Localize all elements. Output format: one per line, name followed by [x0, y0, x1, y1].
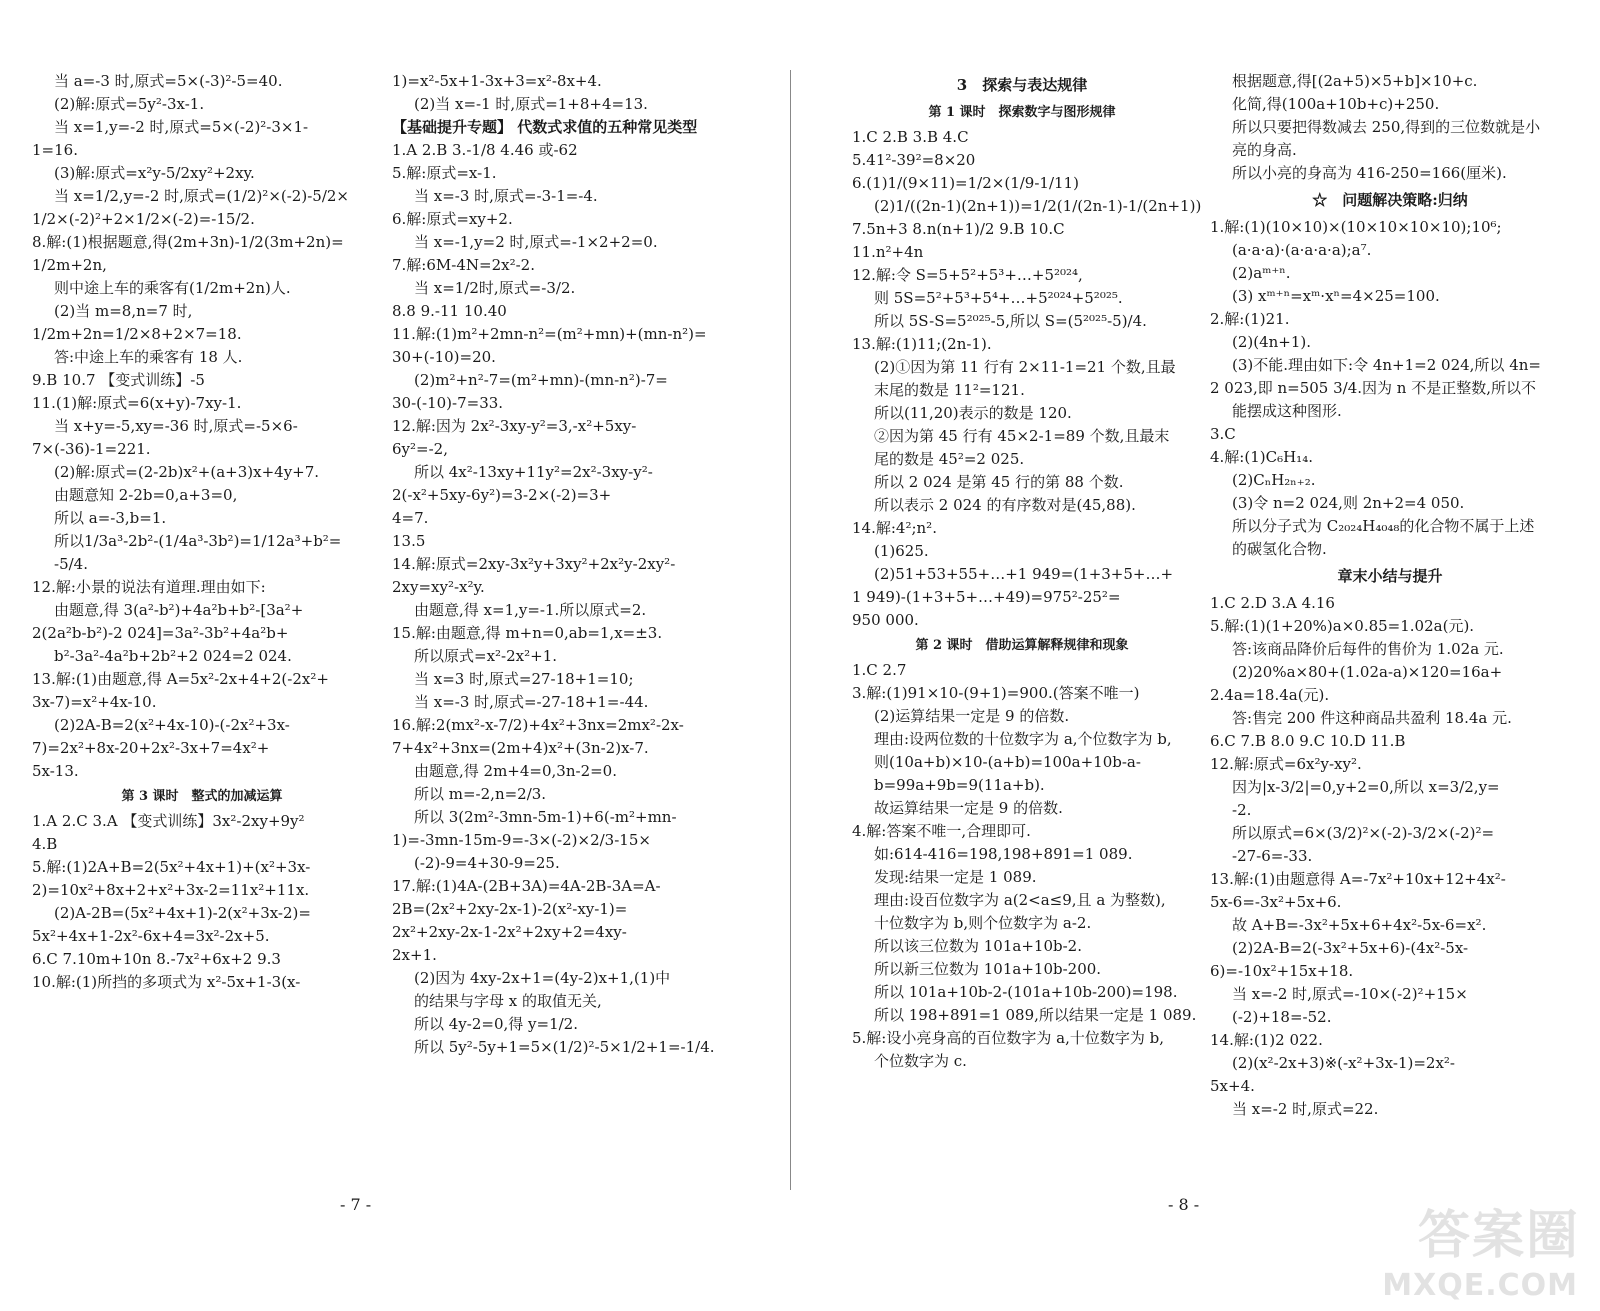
answer-line: (2)m²+n²-7=(m²+mn)-(mn-n²)-7= [414, 371, 668, 389]
answer-line: (-2)-9=4+30-9=25. [414, 854, 560, 872]
answer-line: 当 x=-2 时,原式=22. [1232, 1100, 1379, 1118]
answer-line: ②因为第 45 行有 45×2-1=89 个数,且最末 [874, 427, 1170, 445]
answer-line: 所以 5y²-5y+1=5×(1/2)²-5×1/2+1=-1/4. [414, 1038, 715, 1056]
answer-line: (2)解:原式=(2-2b)x²+(a+3)x+4y+7. [54, 463, 320, 481]
answer-line: 尾的数是 45²=2 025. [874, 450, 1025, 468]
answer-line: (2)A-2B=(5x²+4x+1)-2(x²+3x-2)= [54, 904, 311, 922]
answer-line: 答:售完 200 件这种商品共盈利 18.4a 元. [1232, 709, 1512, 727]
answer-line: 所以 m=-2,n=2/3. [414, 785, 547, 803]
answer-line: 4.解:答案不唯一,合理即可. [852, 822, 1031, 840]
answer-line: (2)当 x=-1 时,原式=1+8+4=13. [414, 95, 648, 113]
answer-line: 答:中途上车的乘客有 18 人. [54, 348, 243, 366]
answer-line: 2(-x²+5xy-6y²)=3-2×(-2)=3+ [392, 486, 612, 504]
answer-line: 的碳氢化合物. [1232, 540, 1327, 558]
answer-line: 16.解:2(mx²-x-7/2)+4x²+3nx=2mx²-2x- [392, 716, 684, 734]
answer-line: 5x²+4x+1-2x²-6x+4=3x²-2x+5. [32, 927, 270, 945]
answer-line: 则(10a+b)×10-(a+b)=100a+10b-a- [874, 753, 1141, 771]
answer-line: 11.n²+4n [852, 243, 924, 261]
answer-line: 1.解:(1)(10×10)×(10×10×10×10);10⁶; [1210, 218, 1502, 236]
answer-line: 当 x+y=-5,xy=-36 时,原式=-5×6- [54, 417, 298, 435]
answer-line: 11.(1)解:原式=6(x+y)-7xy-1. [32, 394, 242, 412]
answer-line: 12.解:令 S=5+5²+5³+…+5²⁰²⁴, [852, 266, 1083, 284]
answer-line: 所以原式=x²-2x²+1. [414, 647, 558, 665]
answer-line: (2)解:原式=5y²-3x-1. [54, 95, 205, 113]
answer-line: 所以 2 024 是第 45 行的第 88 个数. [874, 473, 1124, 491]
answer-line: (2)CₙH₂ₙ₊₂. [1232, 471, 1316, 489]
answer-line: 6.(1)1/(9×11)=1/2×(1/9-1/11) [852, 174, 1079, 192]
answer-line: 所以 101a+10b-2-(101a+10b-200)=198. [874, 983, 1178, 1001]
answer-line: 答:该商品降价后每件的售价为 1.02a 元. [1232, 640, 1504, 658]
answer-line: 当 x=-3 时,原式=-3-1=-4. [414, 187, 598, 205]
answer-line: 所以只要把得数减去 250,得到的三位数就是小 [1232, 118, 1541, 136]
answer-line: 当 x=-3 时,原式=-27-18+1=-44. [414, 693, 649, 711]
answer-line: 5.解:原式=x-1. [392, 164, 497, 182]
answer-line: (2)aᵐ⁺ⁿ. [1232, 264, 1291, 282]
answer-line: 1.A 2.B 3.-1/8 4.46 或-62 [392, 141, 578, 159]
section-heading: 第 3 课时 整式的加减运算 [121, 789, 283, 804]
page-number-right: - 8 - [1168, 1195, 1200, 1214]
answer-column-1 [32, 70, 372, 994]
answer-line: 5.41²-39²=8×20 [852, 151, 976, 169]
answer-line: 所以原式=6×(3/2)²×(-2)-3/2×(-2)²= [1232, 824, 1495, 842]
answer-line: (2)51+53+55+…+1 949=(1+3+5+…+ [874, 565, 1174, 583]
answer-line: 1/2m+2n=1/2×8+2×7=18. [32, 325, 242, 343]
section-heading: 章末小结与提升 [1337, 567, 1443, 585]
page-number-left: - 7 - [340, 1195, 372, 1214]
answer-line: (3)令 n=2 024,则 2n+2=4 050. [1232, 494, 1465, 512]
answer-line: (a·a·a)·(a·a·a·a);a⁷. [1232, 241, 1372, 259]
answer-line: (2)当 m=8,n=7 时, [54, 302, 193, 320]
answer-line: 30-(-10)-7=33. [392, 394, 504, 412]
answer-line: 5.解:(1)2A+B=2(5x²+4x+1)+(x²+3x- [32, 858, 311, 876]
answer-line: 13.解:(1)11;(2n-1). [852, 335, 992, 353]
answer-line: 5.解:(1)(1+20%)a×0.85=1.02a(元). [1210, 617, 1475, 635]
watermark-text: 答案圈 [1417, 1206, 1580, 1266]
section-heading: 第 1 课时 探索数字与图形规律 [928, 105, 1116, 120]
answer-line: 8.8 9.-11 10.40 [392, 302, 507, 320]
answer-line: 发现:结果一定是 1 089. [874, 868, 1037, 886]
answer-line: (2)1/((2n-1)(2n+1))=1/2(1/(2n-1)-1/(2n+1)) [874, 197, 1202, 215]
answer-line: 能摆成这种图形. [1232, 402, 1342, 420]
answer-line: 5x-6=-3x²+5x+6. [1210, 893, 1342, 911]
answer-line: 6.C 7.B 8.0 9.C 10.D 11.B [1210, 732, 1406, 750]
answer-line: 14.解:原式=2xy-3x²y+3xy²+2x²y-2xy²- [392, 555, 676, 573]
answer-column-4 [1210, 70, 1570, 1121]
watermark-url: MXQE.COM [1382, 1268, 1578, 1303]
answer-line: 1/2m+2n, [32, 256, 107, 274]
answer-line: 6.C 7.10m+10n 8.-7x²+6x+2 9.3 [32, 950, 281, 968]
answer-line: (2)因为 4xy-2x+1=(4y-2)x+1,(1)中 [414, 969, 671, 987]
answer-line: 4=7. [392, 509, 429, 527]
answer-line: 2B=(2x²+2xy-2x-1)-2(x²-xy-1)= [392, 900, 628, 918]
answer-line: 个位数字为 c. [874, 1052, 967, 1070]
answer-line: 1 949)-(1+3+5+…+49)=975²-25²= [852, 588, 1121, 606]
answer-line: 如:614-416=198,198+891=1 089. [874, 845, 1133, 863]
answer-line: 9.B 10.7 【变式训练】-5 [32, 371, 205, 389]
answer-line: 3x-7)=x²+4x-10. [32, 693, 157, 711]
answer-line: 7+4x²+3nx=(2m+4)x²+(3n-2)x-7. [392, 739, 649, 757]
answer-line: 30+(-10)=20. [392, 348, 496, 366]
answer-line: 8.解:(1)根据题意,得(2m+3n)-1/2(3m+2n)= [32, 233, 344, 251]
answer-line: (2)运算结果一定是 9 的倍数. [874, 707, 1070, 725]
answer-line: 5.解:设小亮身高的百位数字为 a,十位数字为 b, [852, 1029, 1164, 1047]
answer-line: 亮的身高. [1232, 141, 1297, 159]
answer-line: 则中途上车的乘客有(1/2m+2n)人. [54, 279, 291, 297]
answer-line: 12.解:因为 2x²-3xy-y²=3,-x²+5xy- [392, 417, 637, 435]
answer-line: 6y²=-2, [392, 440, 448, 458]
answer-line: 13.解:(1)由题意得 A=-7x²+10x+12+4x²- [1210, 870, 1506, 888]
answer-line: 2.4a=18.4a(元). [1210, 686, 1330, 704]
answer-line: (2)2A-B=2(-3x²+5x+6)-(4x²-5x- [1232, 939, 1469, 957]
answer-line: (2)①因为第 11 行有 2×11-1=21 个数,且最 [874, 358, 1176, 376]
answer-line: 由题意,得 x=1,y=-1.所以原式=2. [414, 601, 647, 619]
answer-line: 当 x=-2 时,原式=-10×(-2)²+15× [1232, 985, 1468, 1003]
answer-line: -5/4. [54, 555, 88, 573]
answer-line: 7.5n+3 8.n(n+1)/2 9.B 10.C [852, 220, 1065, 238]
answer-line: b²-3a²-4a²b+2b²+2 024=2 024. [54, 647, 292, 665]
answer-line: (2)(4n+1). [1232, 333, 1312, 351]
section-heading: 3 探索与表达规律 [956, 76, 1088, 94]
answer-line: 1.C 2.7 [852, 661, 907, 679]
answer-line: 1.A 2.C 3.A 【变式训练】3x²-2xy+9y² [32, 812, 305, 830]
answer-line: -2. [1232, 801, 1252, 819]
answer-line: 因为|x-3/2|=0,y+2=0,所以 x=3/2,y= [1232, 778, 1500, 796]
answer-line: 2(2a²b-b²)-2 024]=3a²-3b²+4a²b+ [32, 624, 289, 642]
answer-line: 故运算结果一定是 9 的倍数. [874, 799, 1063, 817]
answer-line: 所以 4y-2=0,得 y=1/2. [414, 1015, 578, 1033]
answer-line: 12.解:小景的说法有道理.理由如下: [32, 578, 266, 596]
answer-line: 5x-13. [32, 762, 79, 780]
answer-line: (2)2A-B=2(x²+4x-10)-(-2x²+3x- [54, 716, 290, 734]
section-heading: 第 2 课时 借助运算解释规律和现象 [915, 638, 1129, 653]
answer-line: 1/2×(-2)²+2×1/2×(-2)=-15/2. [32, 210, 255, 228]
answer-line: 所以 a=-3,b=1. [54, 509, 167, 527]
answer-line: 所以小亮的身高为 416-250=166(厘米). [1232, 164, 1507, 182]
answer-line: (2)20%a×80+(1.02a-a)×120=16a+ [1232, 663, 1503, 681]
answer-line: 3.C [1210, 425, 1236, 443]
answer-line: 所以(11,20)表示的数是 120. [874, 404, 1072, 422]
answer-line: 所以该三位数为 101a+10b-2. [874, 937, 1082, 955]
answer-line: 的结果与字母 x 的取值无关, [414, 992, 602, 1010]
answer-line: 由题意,得 3(a²-b²)+4a²b+b²-[3a²+ [54, 601, 304, 619]
section-heading: ☆ 问题解决策略:归纳 [1312, 191, 1468, 209]
answer-line: 2.解:(1)21. [1210, 310, 1290, 328]
answer-line: 所以表示 2 024 的有序数对是(45,88). [874, 496, 1136, 514]
answer-line: 当 x=-1,y=2 时,原式=-1×2+2=0. [414, 233, 658, 251]
answer-line: 17.解:(1)4A-(2B+3A)=4A-2B-3A=A- [392, 877, 661, 895]
answer-line: 1.C 2.D 3.A 4.16 [1210, 594, 1335, 612]
answer-line: (3)不能.理由如下:令 4n+1=2 024,所以 4n= [1232, 356, 1541, 374]
answer-line: 4.B [32, 835, 58, 853]
answer-line: 理由:设两位数的十位数字为 a,个位数字为 b, [874, 730, 1172, 748]
answer-line: (1)625. [874, 542, 929, 560]
answer-line: 4.解:(1)C₆H₁₄. [1210, 448, 1313, 466]
answer-line: 13.5 [392, 532, 426, 550]
answer-line: 当 a=-3 时,原式=5×(-3)²-5=40. [54, 72, 283, 90]
answer-line: 14.解:4²;n². [852, 519, 937, 537]
answer-line: 1)=x²-5x+1-3x+3=x²-8x+4. [392, 72, 602, 90]
answer-line: 根据题意,得[(2a+5)×5+b]×10+c. [1232, 72, 1478, 90]
answer-line: 6)=-10x²+15x+18. [1210, 962, 1354, 980]
answer-line: (2)(x²-2x+3)※(-x²+3x-1)=2x²- [1232, 1054, 1455, 1072]
answer-line: -27-6=-33. [1232, 847, 1313, 865]
answer-line: 15.解:由题意,得 m+n=0,ab=1,x=±3. [392, 624, 663, 642]
answer-line: 理由:设百位数字为 a(2<a≤9,且 a 为整数), [874, 891, 1166, 909]
answer-line: 2xy=xy²-x²y. [392, 578, 485, 596]
answer-line: 所以1/3a³-2b²-(1/4a³-3b²)=1/12a³+b²= [54, 532, 342, 550]
answer-line: 12.解:原式=6x²y-xy². [1210, 755, 1362, 773]
answer-line: 当 x=1/2时,原式=-3/2. [414, 279, 576, 297]
page-fold-divider [790, 70, 791, 1190]
answer-line: 1.C 2.B 3.B 4.C [852, 128, 969, 146]
answer-line: 当 x=1/2,y=-2 时,原式=(1/2)²×(-2)-5/2× [54, 187, 349, 205]
answer-line: 2x+1. [392, 946, 437, 964]
answer-line: 2 023,即 n=505 3/4.因为 n 不是正整数,所以不 [1210, 379, 1536, 397]
answer-column-3 [852, 70, 1202, 1073]
answer-line: 1)=-3mn-15m-9=-3×(-2)×2/3-15× [392, 831, 651, 849]
answer-line: 当 x=3 时,原式=27-18+1=10; [414, 670, 634, 688]
answer-line: 13.解:(1)由题意,得 A=5x²-2x+4+2(-2x²+ [32, 670, 329, 688]
answer-line: 所以 5S-S=5²⁰²⁵-5,所以 S=(5²⁰²⁵-5)/4. [874, 312, 1147, 330]
answer-line: 由题意,得 2m+4=0,3n-2=0. [414, 762, 617, 780]
answer-line: 化简,得(100a+10b+c)+250. [1232, 95, 1440, 113]
answer-line: 所以 198+891=1 089,所以结果一定是 1 089. [874, 1006, 1197, 1024]
answer-line: 950 000. [852, 611, 919, 629]
answer-line: 7×(-36)-1=221. [32, 440, 151, 458]
answer-line: 所以 4x²-13xy+11y²=2x²-3xy-y²- [414, 463, 653, 481]
answer-line: 5x+4. [1210, 1077, 1255, 1095]
answer-line: 十位数字为 b,则个位数字为 a-2. [874, 914, 1092, 932]
answer-line: 3.解:(1)91×10-(9+1)=900.(答案不唯一) [852, 684, 1140, 702]
watermark-logo [1380, 1193, 1580, 1303]
answer-line: b=99a+9b=9(11a+b). [874, 776, 1045, 794]
answer-line: 7.解:6M-4N=2x²-2. [392, 256, 535, 274]
answer-line: 11.解:(1)m²+2mn-n²=(m²+mn)+(mn-n²)= [392, 325, 707, 343]
answer-line: 14.解:(1)2 022. [1210, 1031, 1323, 1049]
answer-line: 当 x=1,y=-2 时,原式=5×(-2)²-3×1- [54, 118, 309, 136]
answer-line: (3) xᵐ⁺ⁿ=xᵐ·xⁿ=4×25=100. [1232, 287, 1440, 305]
answer-line: 则 5S=5²+5³+5⁴+…+5²⁰²⁴+5²⁰²⁵. [874, 289, 1123, 307]
answer-line: (-2)+18=-52. [1232, 1008, 1332, 1026]
answer-line: 7)=2x²+8x-20+2x²-3x+7=4x²+ [32, 739, 270, 757]
answer-line: 末尾的数是 11²=121. [874, 381, 1025, 399]
answer-line: 1=16. [32, 141, 78, 159]
answer-line: 所以分子式为 C₂₀₂₄H₄₀₄₈的化合物不属于上述 [1232, 517, 1535, 535]
answer-line: 由题意知 2-2b=0,a+3=0, [54, 486, 238, 504]
answer-line: 所以 3(2m²-3mn-5m-1)+6(-m²+mn- [414, 808, 677, 826]
answer-line: 2)=10x²+8x+2+x²+3x-2=11x²+11x. [32, 881, 310, 899]
answer-line: 2x²+2xy-2x-1-2x²+2xy+2=4xy- [392, 923, 627, 941]
answer-line: 故 A+B=-3x²+5x+6+4x²-5x-6=x². [1232, 916, 1487, 934]
answer-line: 10.解:(1)所挡的多项式为 x²-5x+1-3(x- [32, 973, 301, 991]
answer-line: (3)解:原式=x²y-5/2xy²+2xy. [54, 164, 255, 182]
answer-column-2 [392, 70, 732, 1059]
answer-line: 所以新三位数为 101a+10b-200. [874, 960, 1102, 978]
answer-line: 6.解:原式=xy+2. [392, 210, 513, 228]
section-heading: 【基础提升专题】 代数式求值的五种常见类型 [392, 118, 698, 136]
